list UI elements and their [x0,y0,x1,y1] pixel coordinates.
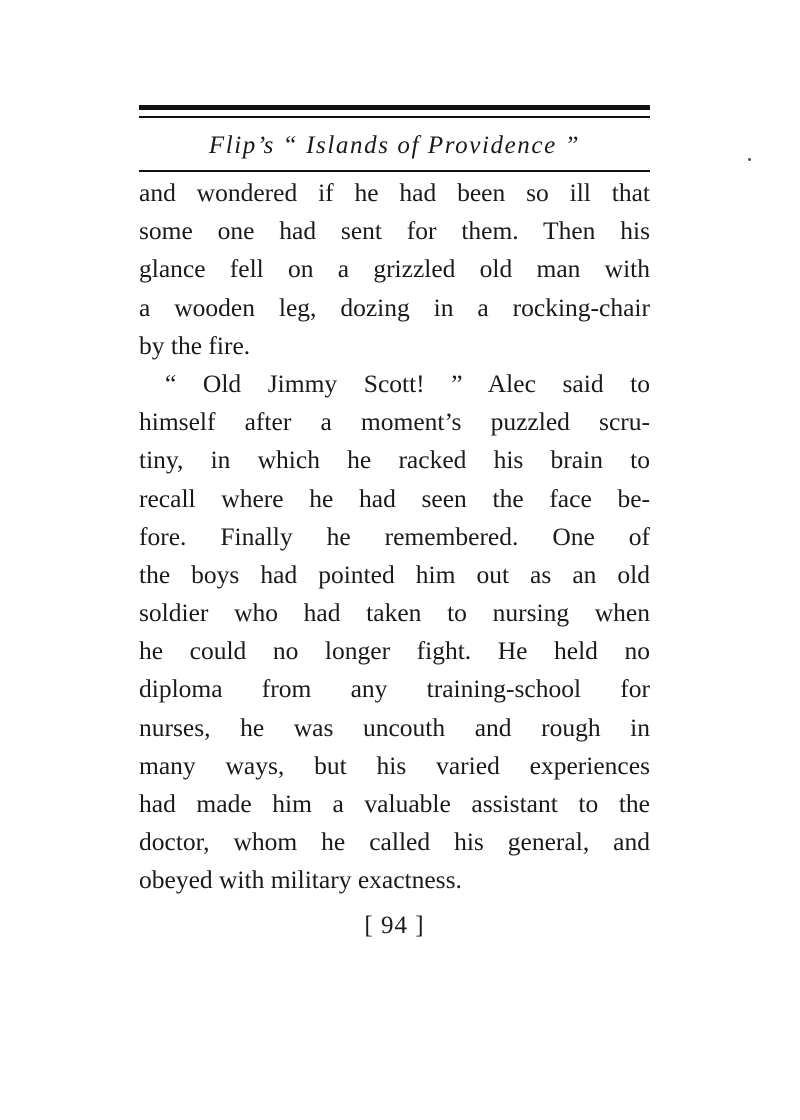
ink-speck [748,158,751,161]
text-line: by the fire. [139,330,251,360]
text-line: soldier who had taken to nursing when [139,598,650,628]
text-line: many ways, but his varied experiences [139,750,650,780]
text-line: fore. Finally he remembered. One of [139,521,650,551]
text-line: recall where he had seen the face be- [139,483,650,513]
body-text [139,174,650,900]
text-line: he could no longer fight. He held no [139,636,650,666]
text-line: some one had sent for them. Then his [139,216,650,246]
text-line: a wooden leg, dozing in a rocking-chair [139,292,650,322]
text-line: glance fell on a grizzled old man with [139,254,650,284]
text-line: himself after a moment’s puzzled scru- [139,407,650,437]
header-underline-rule [139,170,650,172]
page-number: [ 94 ] [364,912,425,939]
header-thick-rule [139,105,650,110]
running-head: Flip’s “ Islands of Providence ” [208,132,581,159]
text-line: nurses, he was uncouth and rough in [139,712,650,742]
text-line: and wondered if he had been so ill that [139,178,650,207]
text-line: doctor, whom he called his general, and [139,827,650,857]
text-line: had made him a valuable assistant to the [139,789,650,818]
text-line: diploma from any training-school for [139,674,650,704]
header-thin-rule [139,116,650,118]
paragraph-first-line: “ Old Jimmy Scott! ” Alec said to [165,368,650,398]
text-line: obeyed with military exactness. [139,865,462,895]
text-line: the boys had pointed him out as an old [139,559,650,589]
text-line: tiny, in which he racked his brain to [139,445,650,475]
